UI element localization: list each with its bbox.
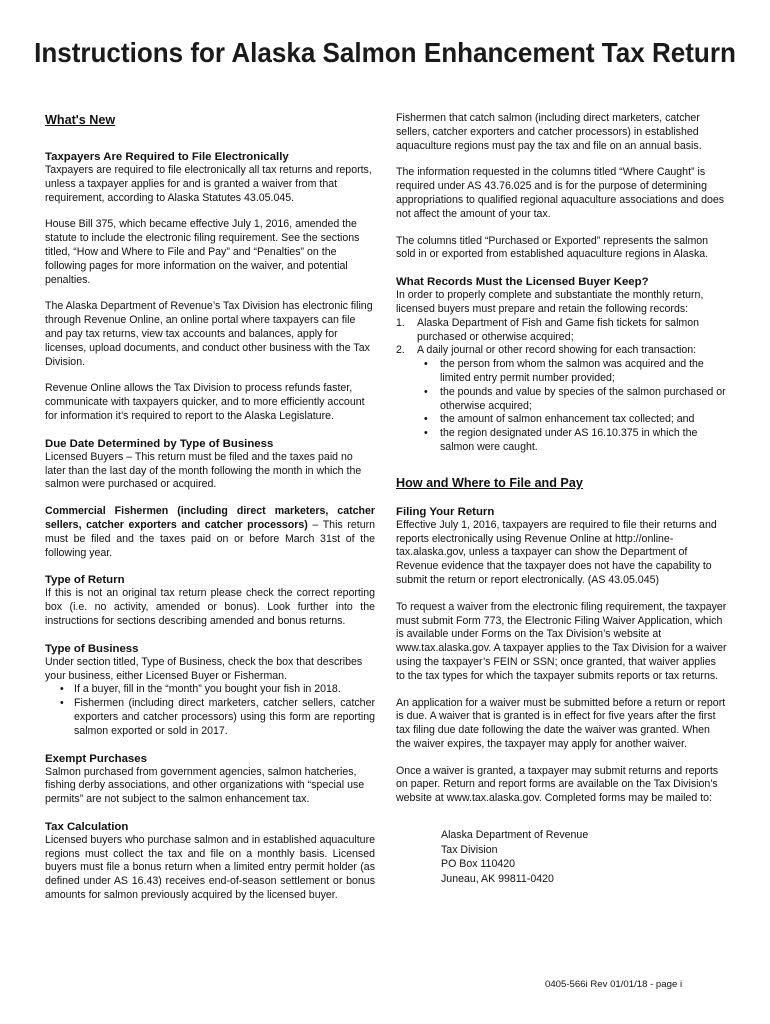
- due-date-fishermen-paragraph: [45, 505, 375, 560]
- tax-calculation-heading: Tax Calculation: [45, 820, 129, 833]
- fishermen-due-text: – This return must be filed and the taxes paid on or before March 31st of the following year.: [45, 518, 376, 559]
- list-number: 2.: [396, 344, 405, 357]
- address-line: PO Box 110420: [441, 858, 516, 871]
- type-of-return-heading: Type of Return: [45, 574, 125, 587]
- waiver-request-paragraph: To request a waiver from the electronic filing requirement, the taxpayer must submit Form 773, the Electronic Filing Waiver Application, which is available under Forms on the Tax Division’s website at www.tax.alaska.gov. A taxpayer applies to the Tax Division for a waiver using the taxpayer’s FEIN or SSN; once granted, that waiver applies to the tax types for which the taxpayer submits reports or tax returns.: [396, 600, 727, 682]
- tax-division-paragraph: The Alaska Department of Revenue’s Tax Division has electronic filing through Revenue Online, an online portal where taxpayers can file and pay tax returns, view tax accounts and balances, apply for licenses, upload documents, and conduct other business with the Tax Division.: [45, 300, 373, 368]
- list-item: • Fishermen (including direct marketers, catcher sellers, catcher exporters and catcher processors) using this form are reporting salmon exported or sold in 2017.: [45, 697, 375, 738]
- list-item: [396, 344, 727, 454]
- fishermen-paragraph: Fishermen that catch salmon (including direct marketers, catcher sellers, catcher exporters and catcher processors) in established aquaculture regions must pay the tax and file on an annual basis.: [396, 112, 702, 152]
- records-paragraph: In order to properly complete and substantiate the monthly return, licensed buyers must prepare and retain the following records:: [396, 289, 704, 315]
- type-of-business-list: [45, 683, 375, 738]
- exempt-purchases-heading: Exempt Purchases: [45, 752, 147, 765]
- list-item: • the amount of salmon enhancement tax collected; and: [417, 413, 727, 427]
- revenue-online-paragraph: Revenue Online allows the Tax Division to process refunds faster, communicate with taxpayers quicker, and to more efficiently account for information it’s required to report to the Alaska Legislature.: [45, 382, 365, 422]
- records-list: [396, 317, 727, 455]
- page-title: Instructions for Alaska Salmon Enhancement Tax Return: [34, 37, 736, 68]
- address-line: Tax Division: [441, 843, 498, 856]
- list-item-text: Alaska Department of Fish and Game fish tickets for salmon purchased or otherwise acquired;: [417, 316, 700, 343]
- exempt-purchases-paragraph: Salmon purchased from government agencies, salmon hatcheries, fishing derby associations, and other organizations with “special use permits” are not subject to the salmon enhancement tax.: [45, 765, 365, 806]
- type-of-business-heading: Type of Business: [45, 642, 139, 655]
- waiver-granted-paragraph: Once a waiver is granted, a taxpayer may submit returns and reports on paper. Return and report forms are available on the Tax Division’s website at www.tax.alaska.gov. Completed forms may be mailed to:: [396, 764, 719, 805]
- whats-new-heading: What's New: [45, 113, 116, 127]
- records-heading: What Records Must the Licensed Buyer Keep?: [396, 276, 649, 289]
- type-of-return-paragraph: If this is not an original tax return please check the correct reporting box (i.e. no activity, amended or bonus). Look further into the instructions for sections describing amended and bonus returns.: [45, 587, 375, 627]
- house-bill-paragraph: House Bill 375, which became effective July 1, 2016, amended the statute to include the electronic filing requirement. See the sections titled, “How and Where to File and Pay” and “Penalties” on the following pages for more information on the waiver, and potential penalties.: [45, 218, 360, 286]
- list-item: • the region designated under AS 16.10.375 in which the salmon were caught.: [417, 427, 727, 455]
- left-column: [45, 112, 375, 916]
- list-item: [396, 317, 727, 345]
- filing-return-heading: Filing Your Return: [396, 505, 495, 518]
- list-item: • If a buyer, fill in the “month” you bought your fish in 2018.: [45, 683, 375, 697]
- where-caught-paragraph: The information requested in the columns titled “Where Caught” is required under AS 43.76.025 and is for the purpose of determining appropriations to qualified regional aquaculture associations and does not affect the amount of your tax.: [396, 166, 725, 220]
- mailing-address: [396, 828, 727, 886]
- page-footer: 0405-566i Rev 01/01/18 - page i: [545, 979, 683, 990]
- waiver-application-paragraph: An application for a waiver must be submitted before a return or report is due. A waiver that is granted is in effect for five years after the first tax filing due date following the date the waiver was granted. When the waiver expires, the taxpayer may apply for another waiver.: [396, 696, 726, 750]
- electronic-filing-heading: Taxpayers Are Required to File Electronically: [45, 151, 289, 163]
- electronic-filing-paragraph: Taxpayers are required to file electronically all tax returns and reports, unless a taxpayer applies for and is granted a waiver from that requirement, according to Alaska Statutes 43.05.045.: [45, 164, 372, 204]
- tax-calculation-paragraph: Licensed buyers who purchase salmon and in established aquaculture regions must collect the tax and file on a monthly basis. Licensed buyers must file a bonus return when a limited entry permit holder (as defined under AS 16.43) receives end-of-season settlement or bonus amounts for salmon previously acquired by the licensed buyer.: [45, 833, 375, 902]
- how-where-file-heading: How and Where to File and Pay: [396, 475, 583, 490]
- list-item: • the pounds and value by species of the salmon purchased or otherwise acquired;: [417, 386, 727, 414]
- list-item: • the person from whom the salmon was acquired and the limited entry permit number provided;: [417, 358, 727, 386]
- address-line: Alaska Department of Revenue: [441, 829, 589, 842]
- fishermen-label: Commercial Fishermen (including direct marketers, catcher sellers, catcher exporters and catcher processors): [45, 505, 375, 531]
- filing-return-paragraph: Effective July 1, 2016, taxpayers are required to file their returns and reports electronically using Revenue Online at http://online-tax.alaska.gov, unless a taxpayer can show the Department of Revenue evidence that the taxpayer does not have the capability to submit the return or report electronically. (AS 43.05.045): [396, 518, 717, 586]
- due-date-heading: Due Date Determined by Type of Business: [45, 437, 274, 450]
- due-date-buyers-paragraph: Licensed Buyers – This return must be filed and the taxes paid no later than the last day of the month following the month in which the salmon were purchased or acquired.: [45, 450, 362, 491]
- address-line: Juneau, AK 99811-0420: [441, 872, 554, 885]
- type-of-business-paragraph: Under section titled, Type of Business, check the box that describes your business, either Licensed Buyer or Fisherman.: [45, 655, 363, 682]
- transaction-bullet-list: [417, 358, 727, 455]
- list-item-text: A daily journal or other record showing for each transaction:: [417, 344, 697, 357]
- right-column: [396, 112, 727, 886]
- list-number: 1.: [396, 316, 405, 329]
- purchased-exported-paragraph: The columns titled “Purchased or Exported” represents the salmon sold in or exported from established aquaculture regions in Alaska.: [396, 234, 709, 261]
